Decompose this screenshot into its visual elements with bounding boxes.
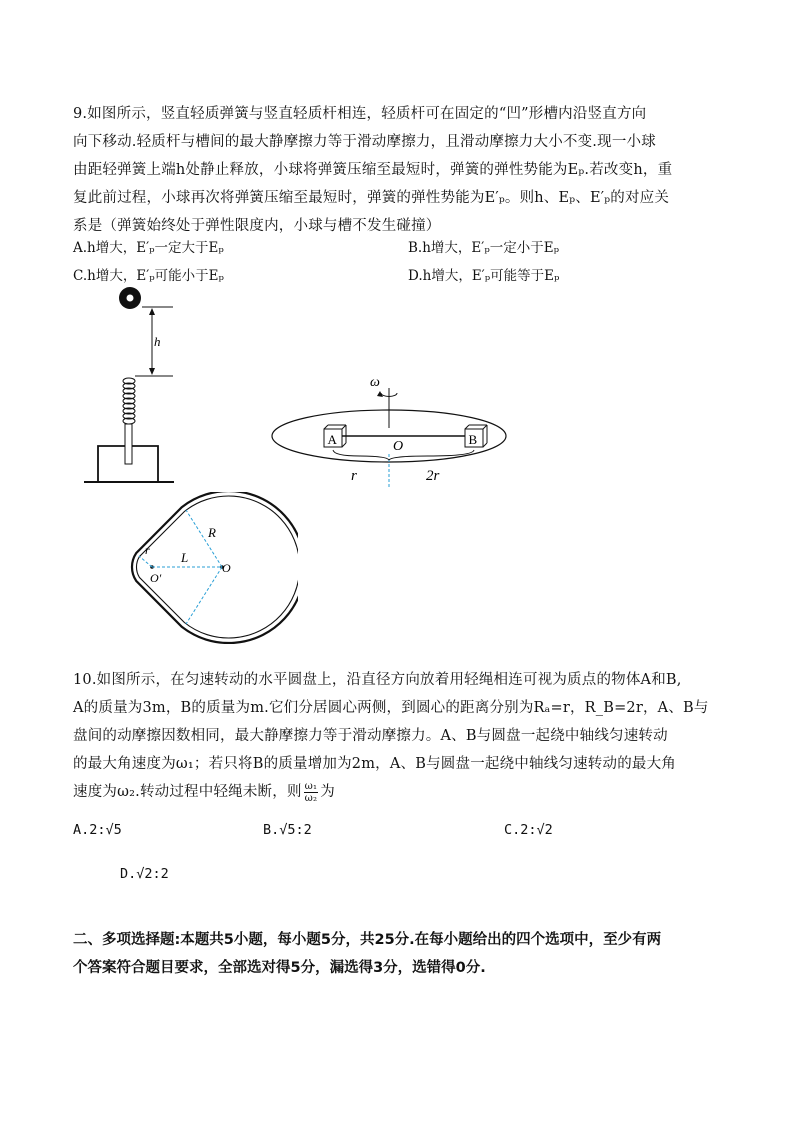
- q9-option-b[interactable]: B.h增大，E′ₚ一定小于Eₚ: [408, 240, 559, 256]
- height-label: h: [154, 334, 161, 349]
- q10-line-2: A的质量为3m，B的质量为m.它们分居圆心两侧，到圆心的距离分别为Rₐ=r，R_B=2r，A、B与: [73, 700, 709, 716]
- q10-line-3: 盘间的动摩擦因数相同，最大静摩擦力等于滑动摩擦力。A、B与圆盘一起绕中轴线匀速转动: [73, 728, 668, 744]
- q9-line-4: 复此前过程，小球再次将弹簧压缩至最短时，弹簧的弹性势能为E′ₚ。则h、Eₚ、E′ₚ的对应关: [73, 190, 670, 206]
- question-9-text: [73, 100, 723, 240]
- q9-option-a[interactable]: A.h增大，E′ₚ一定大于Eₚ: [73, 240, 224, 256]
- center-o-label: O: [393, 439, 404, 454]
- q9-line-5: 系是（弹簧始终处于弹性限度内，小球与槽不发生碰撞）: [73, 218, 441, 234]
- rotating-disc-figure: [268, 368, 510, 488]
- q9-option-d[interactable]: D.h增大，E′ₚ可能等于Eₚ: [408, 268, 560, 284]
- q10-option-a[interactable]: A.2:√5: [73, 822, 122, 838]
- light-rod: [125, 424, 132, 464]
- q10-option-c[interactable]: C.2:√2: [504, 822, 553, 838]
- large-center-label: O: [222, 561, 231, 575]
- small-center-label: O′: [150, 571, 162, 585]
- q9-option-c[interactable]: C.h增大，E′ₚ可能小于Eₚ: [73, 268, 224, 284]
- question-10-text: [73, 666, 738, 806]
- belt-pulley-figure: [112, 492, 298, 644]
- q9-line-1: 9.如图所示，竖直轻质弹簧与竖直轻质杆相连，轻质杆可在固定的“凹”形槽内沿竖直方向: [73, 106, 647, 122]
- fraction-denominator: ω₂: [304, 792, 318, 804]
- q9-line-3: 由距轻弹簧上端h处静止释放，小球将弹簧压缩至最短时，弹簧的弹性势能为Eₚ.若改变h，重: [73, 162, 673, 178]
- q10-line-5: [73, 778, 738, 806]
- block-b: [465, 425, 487, 447]
- distance-r-label: r: [351, 468, 357, 484]
- fraction-numerator: ω₁: [304, 780, 318, 792]
- q10-line-4: 的最大角速度为ω₁；若只将B的质量增加为2m，A、B与圆盘一起绕中轴线匀速转动的最大角: [73, 756, 676, 772]
- q10-option-d[interactable]: D.√2:2: [120, 866, 169, 882]
- distance-2r-label: 2r: [426, 468, 440, 484]
- q10-option-b[interactable]: B.√5:2: [263, 822, 312, 838]
- spring-coil: [123, 378, 135, 424]
- ball-icon: [119, 287, 141, 309]
- q10-line-5-prefix: 速度为ω₂.转动过程中轻绳未断，则: [73, 784, 302, 800]
- omega-label: ω: [370, 375, 380, 390]
- section-2-line-1: 二、多项选择题:本题共5小题，每小题5分，共25分.在每小题给出的四个选项中，至少有两: [73, 932, 662, 948]
- omega-ratio-fraction: [304, 781, 319, 804]
- center-distance-label: L: [181, 550, 189, 565]
- big-radius-label: R: [208, 525, 216, 540]
- q10-line-5-suffix: 为: [320, 784, 335, 800]
- q9-line-2: 向下移动.轻质杆与槽间的最大静摩擦力等于滑动摩擦力，且滑动摩擦力大小不变.现一小球: [73, 134, 656, 150]
- spring-groove-figure: [80, 282, 190, 488]
- distance-braces: [333, 450, 474, 460]
- small-radius-label: r: [145, 543, 150, 557]
- section-2-heading: [73, 926, 733, 982]
- block-a-label: A: [327, 432, 337, 447]
- q10-line-1: 10.如图所示，在匀速转动的水平圆盘上，沿直径方向放着用轻绳相连可视为质点的物体A和B,: [73, 672, 682, 688]
- section-2-line-2: 个答案符合题目要求，全部选对得5分，漏选得3分，选错得0分.: [73, 960, 486, 976]
- block-b-label: B: [468, 432, 478, 447]
